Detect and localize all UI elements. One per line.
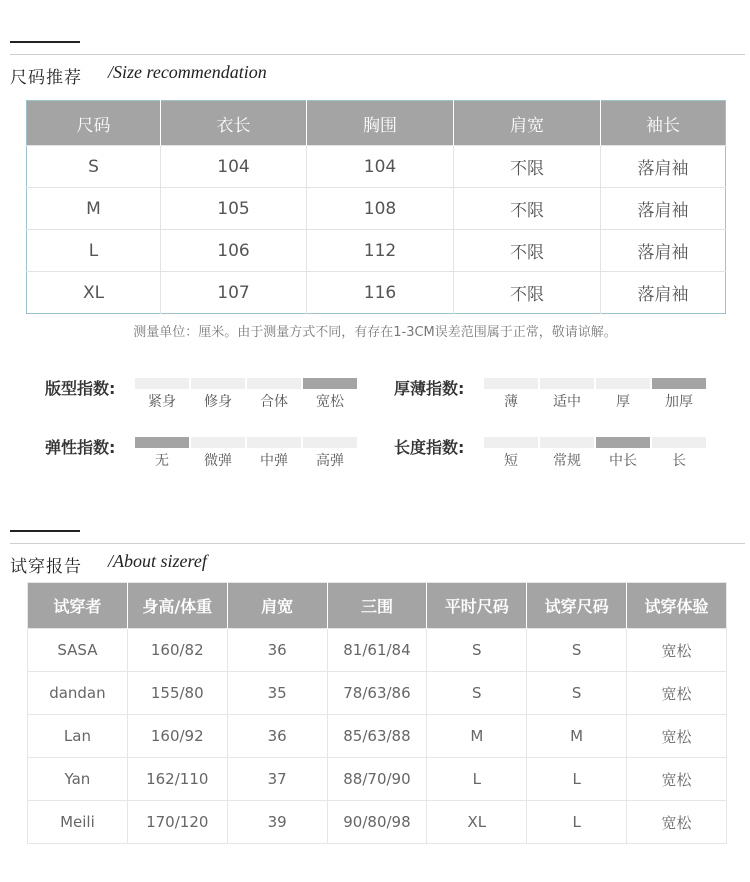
- tryon-section-accent-line: [10, 530, 80, 532]
- index-segment: [247, 378, 301, 389]
- chest-cell: 112: [307, 230, 454, 272]
- shoulder-cell: 39: [227, 801, 327, 844]
- index-option-label: 适中: [553, 394, 581, 410]
- index-label: 版型指数:: [45, 379, 116, 398]
- index-option-label: 短: [504, 453, 518, 469]
- chest-cell: 116: [307, 272, 454, 314]
- tester-cell: Lan: [28, 715, 128, 758]
- tester-cell: dandan: [28, 672, 128, 715]
- size-cell: XL: [27, 272, 161, 314]
- index-segment-active: [596, 437, 650, 448]
- usual-size-cell: S: [427, 672, 527, 715]
- shoulder-cell: 不限: [454, 272, 601, 314]
- size-section-title-en: /Size recommendation: [108, 62, 267, 82]
- index-segment: [247, 437, 301, 448]
- size-header-length: 衣长: [161, 101, 307, 146]
- tryon-section-title-en: /About sizeref: [108, 551, 207, 571]
- tryon-header-experience: 试穿体验: [627, 583, 727, 629]
- index-option-label: 微弹: [204, 453, 232, 469]
- index-option-label: 常规: [553, 453, 581, 469]
- index-label: 弹性指数:: [45, 438, 116, 457]
- sleeve-cell: 落肩袖: [601, 146, 726, 188]
- table-row: [27, 146, 726, 188]
- experience-cell: 宽松: [627, 801, 727, 844]
- shoulder-cell: 37: [227, 758, 327, 801]
- index-segment: [540, 378, 594, 389]
- size-header-sleeve: 袖长: [601, 101, 726, 146]
- measurements-cell: 90/80/98: [327, 801, 427, 844]
- sleeve-cell: 落肩袖: [601, 188, 726, 230]
- tried-size-cell: L: [527, 801, 627, 844]
- size-section-accent-line: [10, 41, 80, 43]
- experience-cell: 宽松: [627, 672, 727, 715]
- shoulder-cell: 不限: [454, 188, 601, 230]
- tried-size-cell: M: [527, 715, 627, 758]
- index-segment: [652, 437, 706, 448]
- shoulder-cell: 36: [227, 629, 327, 672]
- table-row: [28, 672, 727, 715]
- height-weight-cell: 160/82: [127, 629, 227, 672]
- table-row: [28, 715, 727, 758]
- size-cell: S: [27, 146, 161, 188]
- measurements-cell: 78/63/86: [327, 672, 427, 715]
- size-header-size: 尺码: [27, 101, 161, 146]
- table-row: [28, 629, 727, 672]
- measurements-cell: 88/70/90: [327, 758, 427, 801]
- tester-cell: Yan: [28, 758, 128, 801]
- size-cell: L: [27, 230, 161, 272]
- index-option-label: 合体: [260, 394, 288, 410]
- size-table: [26, 100, 726, 314]
- tryon-header-height-weight: 身高/体重: [127, 583, 227, 629]
- size-header-chest: 胸围: [307, 101, 454, 146]
- tryon-header-usual-size: 平时尺码: [427, 583, 527, 629]
- index-label: 厚薄指数:: [394, 379, 465, 398]
- height-weight-cell: 162/110: [127, 758, 227, 801]
- tryon-table-header-row: [28, 583, 727, 629]
- height-weight-cell: 155/80: [127, 672, 227, 715]
- index-option-label: 中弹: [260, 453, 288, 469]
- tryon-section-title-cn: 试穿报告: [10, 557, 82, 577]
- index-segment: [191, 378, 245, 389]
- height-weight-cell: 160/92: [127, 715, 227, 758]
- table-row: [27, 230, 726, 272]
- table-row: [28, 758, 727, 801]
- index-option-label: 宽松: [316, 394, 344, 410]
- length-cell: 105: [161, 188, 307, 230]
- index-segment-active: [652, 378, 706, 389]
- measurements-cell: 85/63/88: [327, 715, 427, 758]
- index-segment: [540, 437, 594, 448]
- index-option-label: 紧身: [148, 394, 176, 410]
- index-segment-active: [303, 378, 357, 389]
- sleeve-cell: 落肩袖: [601, 230, 726, 272]
- tryon-section-divider: [10, 543, 745, 544]
- sleeve-cell: 落肩袖: [601, 272, 726, 314]
- measurements-cell: 81/61/84: [327, 629, 427, 672]
- tried-size-cell: L: [527, 758, 627, 801]
- table-row: [27, 188, 726, 230]
- table-row: [28, 801, 727, 844]
- shoulder-cell: 36: [227, 715, 327, 758]
- length-cell: 106: [161, 230, 307, 272]
- tryon-header-tester: 试穿者: [28, 583, 128, 629]
- index-label: 长度指数:: [394, 438, 465, 457]
- index-option-label: 长: [672, 453, 686, 469]
- height-weight-cell: 170/120: [127, 801, 227, 844]
- index-option-label: 无: [155, 453, 169, 469]
- shoulder-cell: 不限: [454, 230, 601, 272]
- usual-size-cell: XL: [427, 801, 527, 844]
- experience-cell: 宽松: [627, 629, 727, 672]
- length-cell: 107: [161, 272, 307, 314]
- index-option-label: 薄: [504, 394, 518, 410]
- index-option-label: 高弹: [316, 453, 344, 469]
- index-option-label: 中长: [609, 453, 637, 469]
- tried-size-cell: S: [527, 672, 627, 715]
- size-section-title-cn: 尺码推荐: [10, 68, 82, 88]
- tryon-header-shoulder: 肩宽: [227, 583, 327, 629]
- usual-size-cell: M: [427, 715, 527, 758]
- length-cell: 104: [161, 146, 307, 188]
- usual-size-cell: S: [427, 629, 527, 672]
- shoulder-cell: 35: [227, 672, 327, 715]
- measurement-note: 测量单位：厘米。由于测量方式不同，有存在1-3CM误差范围属于正常，敬请谅解。: [133, 325, 617, 340]
- index-segment: [135, 378, 189, 389]
- size-cell: M: [27, 188, 161, 230]
- tryon-header-measurements: 三围: [327, 583, 427, 629]
- index-segment-active: [135, 437, 189, 448]
- index-option-label: 修身: [204, 394, 232, 410]
- table-row: [27, 272, 726, 314]
- index-segment: [484, 378, 538, 389]
- size-section-divider: [10, 54, 745, 55]
- size-header-shoulder: 肩宽: [454, 101, 601, 146]
- index-segment: [484, 437, 538, 448]
- index-segment: [596, 378, 650, 389]
- tryon-table: [27, 582, 727, 844]
- index-option-label: 厚: [616, 394, 630, 410]
- tester-cell: Meili: [28, 801, 128, 844]
- shoulder-cell: 不限: [454, 146, 601, 188]
- index-segment: [303, 437, 357, 448]
- index-segment: [191, 437, 245, 448]
- index-option-label: 加厚: [665, 394, 693, 410]
- chest-cell: 104: [307, 146, 454, 188]
- usual-size-cell: L: [427, 758, 527, 801]
- tester-cell: SASA: [28, 629, 128, 672]
- chest-cell: 108: [307, 188, 454, 230]
- experience-cell: 宽松: [627, 758, 727, 801]
- experience-cell: 宽松: [627, 715, 727, 758]
- size-table-header-row: [27, 101, 726, 146]
- tryon-header-tried-size: 试穿尺码: [527, 583, 627, 629]
- tried-size-cell: S: [527, 629, 627, 672]
